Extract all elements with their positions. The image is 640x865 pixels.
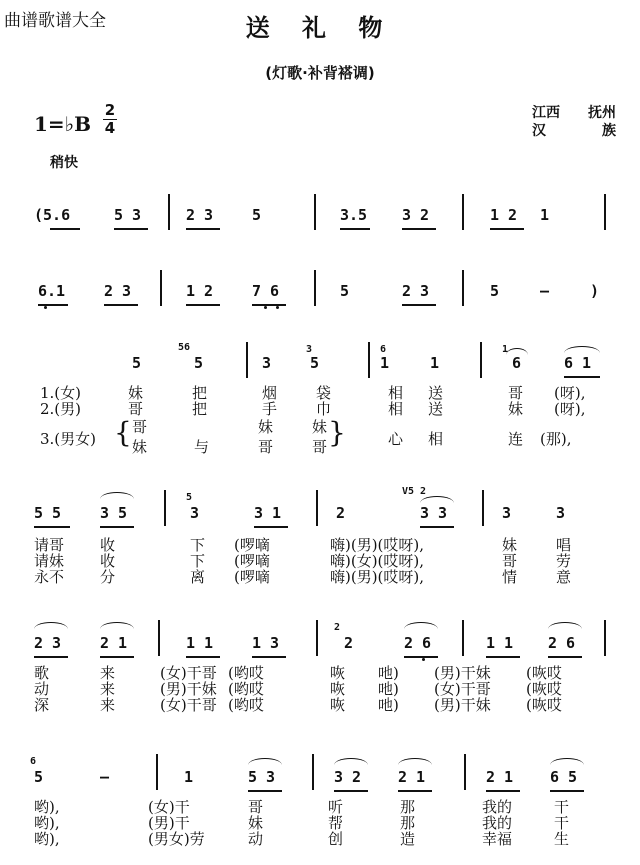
barline (316, 620, 318, 656)
lyric-verse1: 相 (388, 384, 404, 402)
lyric-line: (咴哎 (526, 664, 562, 682)
lyric-line: 请哥 (34, 536, 65, 554)
slur-arc (550, 758, 584, 765)
underline-beam (564, 376, 600, 378)
note: 3 (556, 504, 566, 522)
underline-beam (50, 228, 80, 230)
lyric-line: 深 (34, 696, 50, 714)
note: 5 3 (114, 206, 142, 224)
octave-dot (276, 306, 279, 309)
origin-info (532, 104, 616, 140)
note: 2 3 (186, 206, 214, 224)
lyric-verse1: 把 (192, 384, 208, 402)
note: ) (590, 282, 600, 300)
lyric-verse1: 烟 (262, 384, 278, 402)
lyric-verse1: 袋 (316, 384, 332, 402)
slur-arc (564, 346, 600, 353)
song-title: 送 礼 物 (245, 14, 395, 42)
lyric-line: (哟哎 (228, 680, 264, 698)
lyric-verse2: 哥 (128, 400, 144, 418)
lyric-line: (咴哎 (526, 696, 562, 714)
lyric-line: 听 (328, 798, 344, 816)
grace-note: 56 (178, 342, 191, 353)
lyric-verse2: 巾 (316, 400, 332, 418)
note: 3 (262, 354, 272, 372)
barline (160, 270, 162, 306)
note: 5 3 (248, 768, 276, 786)
lyric-line: (女)干哥 (160, 664, 217, 682)
lyric-line: 永不 (34, 568, 65, 586)
barline (158, 620, 160, 656)
note: 5 5 (34, 504, 62, 522)
lyric-verse2: 妹 (508, 400, 524, 418)
underline-beam (186, 656, 220, 658)
note: 2 6 (404, 634, 432, 652)
note: 6 5 (550, 768, 578, 786)
lyric-line: 造 (400, 830, 416, 848)
lyric-verse2: 相 (388, 400, 404, 418)
note: 2 3 (104, 282, 132, 300)
note: 5 (310, 354, 320, 372)
barline (246, 342, 248, 378)
note: 2 6 (548, 634, 576, 652)
lyric-line: (男)干 (148, 814, 190, 832)
lyric-verse3-rest: 连 (508, 430, 524, 448)
lyric-line: 收 (100, 552, 116, 570)
lyric-verse1: 妹 (128, 384, 144, 402)
note: 1 (540, 206, 550, 224)
underline-beam (104, 304, 138, 306)
lyric-line: (男女)劳 (148, 830, 205, 848)
note: 5 (340, 282, 350, 300)
lyric-verse3-bottom: 哥 (312, 438, 328, 456)
lyric-line: 分 (100, 568, 116, 586)
tempo-marking: 稍快 (50, 155, 78, 171)
note: 1 (430, 354, 440, 372)
note: 2 (344, 634, 354, 652)
underline-beam (486, 790, 520, 792)
site-name: 曲谱歌谱大全 (4, 11, 106, 31)
lyric-line: (啰嘀 (234, 552, 270, 570)
underline-beam (252, 656, 286, 658)
time-signature (102, 102, 118, 137)
barline (316, 490, 318, 526)
note: 2 3 (402, 282, 430, 300)
note: 5 (132, 354, 142, 372)
note: 1 1 (186, 634, 214, 652)
lyric-verse2: 把 (192, 400, 208, 418)
lyric-verse3-top: 妹 (258, 418, 274, 436)
lyric-line: 妹 (248, 814, 264, 832)
underline-beam (114, 228, 148, 230)
underline-beam (254, 526, 288, 528)
lyric-verse3-top: 哥 (132, 418, 148, 436)
slur-arc (398, 758, 432, 765)
note: 1 3 (252, 634, 280, 652)
origin-ethnic-suffix: 族 (602, 123, 616, 139)
origin-ethnic: 汉 (532, 123, 546, 139)
grace-note: 5 (186, 492, 193, 503)
underline-beam (100, 526, 134, 528)
lyric-line: 哟), (34, 830, 60, 848)
underline-beam (248, 790, 282, 792)
note: 5 (194, 354, 204, 372)
barline (464, 754, 466, 790)
underline-beam (402, 304, 436, 306)
note: 2 3 (34, 634, 62, 652)
barline (312, 754, 314, 790)
lyric-line: 那 (400, 798, 416, 816)
note: 3 2 (334, 768, 362, 786)
lyric-verse1: (呀), (554, 384, 586, 402)
underline-beam (402, 228, 436, 230)
lyric-line: 咴 (330, 680, 346, 698)
barline (314, 194, 316, 230)
slur-arc (548, 622, 582, 629)
slur-arc (420, 496, 454, 503)
lyric-line: 下 (190, 552, 206, 570)
slur-arc (248, 758, 282, 765)
lyric-line: 咴 (330, 696, 346, 714)
meter-top: 2 (104, 101, 116, 119)
slur-arc (506, 348, 528, 355)
grace-note: 3 (306, 344, 313, 355)
note: 3.5 (340, 206, 368, 224)
lyric-line: (啰嘀 (234, 568, 270, 586)
grace-note: 1 (502, 344, 509, 355)
lyric-line: 吔) (378, 696, 399, 714)
slur-arc (404, 622, 438, 629)
lyric-line: (女)干 (148, 798, 190, 816)
lyric-line: 创 (328, 830, 344, 848)
note: (5.6 (34, 206, 71, 224)
barline (168, 194, 170, 230)
lyric-verse3-bottom: 哥 (258, 438, 274, 456)
note: – (100, 768, 110, 786)
note: 6 1 (564, 354, 592, 372)
lyric-line: 生 (554, 830, 570, 848)
lyric-verse2: 手 (262, 400, 278, 418)
lyric-line: 干 (554, 814, 570, 832)
lyric-line: 意 (556, 568, 572, 586)
barline (462, 620, 464, 656)
lyric-verse3-bottom: 与 (194, 438, 210, 456)
underline-beam (550, 790, 584, 792)
key-signature: 1=♭B (34, 112, 92, 136)
lyric-line: 哥 (248, 798, 264, 816)
brace-right: } (328, 416, 346, 449)
lyric-line: (女)干哥 (434, 680, 491, 698)
lyric-line: (咴哎 (526, 680, 562, 698)
lyric-line: 哟), (34, 798, 60, 816)
lyric-line: 我的 (482, 798, 513, 816)
grace-note: 6 (30, 756, 37, 767)
lyric-line: 吔) (378, 664, 399, 682)
lyric-line: 嗨)(女)(哎呀), (330, 552, 425, 570)
barline (368, 342, 370, 378)
barline (164, 490, 166, 526)
lyric-line: 动 (34, 680, 50, 698)
underline-beam (252, 304, 286, 306)
underline-beam (490, 228, 524, 230)
slur-arc (34, 622, 68, 629)
underline-beam (398, 790, 432, 792)
lyric-line: 哥 (502, 552, 518, 570)
lyric-line: 我的 (482, 814, 513, 832)
note: 5 (490, 282, 500, 300)
lyric-line: 情 (502, 568, 518, 586)
lyric-verse3-rest: 相 (428, 430, 444, 448)
lyric-line: 离 (190, 568, 206, 586)
note: 3 (190, 504, 200, 522)
note: 3 3 (420, 504, 448, 522)
slur-arc (100, 492, 134, 499)
lyric-line: (男)干妹 (434, 664, 491, 682)
lyric-verse2: 2.(男) (40, 400, 82, 418)
octave-dot (44, 306, 47, 309)
note: 1 1 (486, 634, 514, 652)
lyric-line: 干 (554, 798, 570, 816)
grace-note: V5 2 (402, 486, 427, 497)
note: 2 1 (100, 634, 128, 652)
lyric-verse2: (呀), (554, 400, 586, 418)
barline (462, 270, 464, 306)
lyric-line: 哟), (34, 814, 60, 832)
lyric-line: (哟哎 (228, 664, 264, 682)
underline-beam (100, 656, 134, 658)
lyric-verse1: 1.(女) (40, 384, 82, 402)
slur-arc (334, 758, 368, 765)
lyric-line: 那 (400, 814, 416, 832)
barline (462, 194, 464, 230)
lyric-line: (啰嘀 (234, 536, 270, 554)
lyric-line: 来 (100, 696, 116, 714)
underline-beam (548, 656, 582, 658)
barline (314, 270, 316, 306)
slur-arc (100, 622, 134, 629)
underline-beam (404, 656, 438, 658)
note: 2 1 (486, 768, 514, 786)
barline (480, 342, 482, 378)
note: 6 (512, 354, 522, 372)
lyric-verse3-label: 3.(男女) (40, 430, 97, 448)
lyric-line: 来 (100, 680, 116, 698)
origin-region: 江西 (532, 105, 560, 121)
underline-beam (340, 228, 370, 230)
note: 1 (380, 354, 390, 372)
lyric-verse3-bottom: 妹 (132, 438, 148, 456)
underline-beam (334, 790, 368, 792)
lyric-verse1: 哥 (508, 384, 524, 402)
note: 3 5 (100, 504, 128, 522)
lyric-line: 唱 (556, 536, 572, 554)
note: 3 2 (402, 206, 430, 224)
note: 1 (184, 768, 194, 786)
lyric-line: 妹 (502, 536, 518, 554)
note: 3 (502, 504, 512, 522)
lyric-line: 吔) (378, 680, 399, 698)
note: 2 1 (398, 768, 426, 786)
lyric-line: 嗨)(男)(哎呀), (330, 568, 425, 586)
octave-dot (264, 306, 267, 309)
lyric-verse3-rest: (那), (540, 430, 572, 448)
octave-dot (422, 658, 425, 661)
note: 6.1 (38, 282, 66, 300)
song-subtitle: (灯歌·补背褡调) (265, 64, 375, 82)
lyric-line: 劳 (556, 552, 572, 570)
underline-beam (420, 526, 454, 528)
note: 3 1 (254, 504, 282, 522)
lyric-line: 收 (100, 536, 116, 554)
note: 1 2 (186, 282, 214, 300)
lyric-line: 来 (100, 664, 116, 682)
lyric-line: 嗨)(男)(哎呀), (330, 536, 425, 554)
brace-left: { (114, 416, 132, 449)
underline-beam (34, 656, 68, 658)
underline-beam (186, 228, 220, 230)
underline-beam (486, 656, 520, 658)
note: 5 (34, 768, 44, 786)
lyric-verse1: 送 (428, 384, 444, 402)
lyric-line: 下 (190, 536, 206, 554)
lyric-verse3-rest: 心 (388, 430, 404, 448)
note: 2 (336, 504, 346, 522)
note: 1 2 (490, 206, 518, 224)
meter-bottom: 4 (104, 119, 116, 137)
lyric-line: 请妹 (34, 552, 65, 570)
lyric-line: (哟哎 (228, 696, 264, 714)
lyric-verse2: 送 (428, 400, 444, 418)
note: 5 (252, 206, 262, 224)
lyric-line: (男)干妹 (160, 680, 217, 698)
lyric-line: 帮 (328, 814, 344, 832)
underline-beam (186, 304, 220, 306)
barline (604, 620, 606, 656)
lyric-line: 歌 (34, 664, 50, 682)
lyric-line: (男)干妹 (434, 696, 491, 714)
underline-beam (34, 526, 70, 528)
barline (482, 490, 484, 526)
origin-city: 抚州 (588, 105, 616, 121)
lyric-verse3-top: 妹 (312, 418, 328, 436)
lyric-line: 动 (248, 830, 264, 848)
grace-note: 2 (334, 622, 341, 633)
grace-note: 6 (380, 344, 387, 355)
barline (156, 754, 158, 790)
lyric-line: 幸福 (482, 830, 513, 848)
underline-beam (38, 304, 68, 306)
note: – (540, 282, 550, 300)
note: 7 6 (252, 282, 280, 300)
lyric-line: (女)干哥 (160, 696, 217, 714)
lyric-line: 咴 (330, 664, 346, 682)
barline (604, 194, 606, 230)
